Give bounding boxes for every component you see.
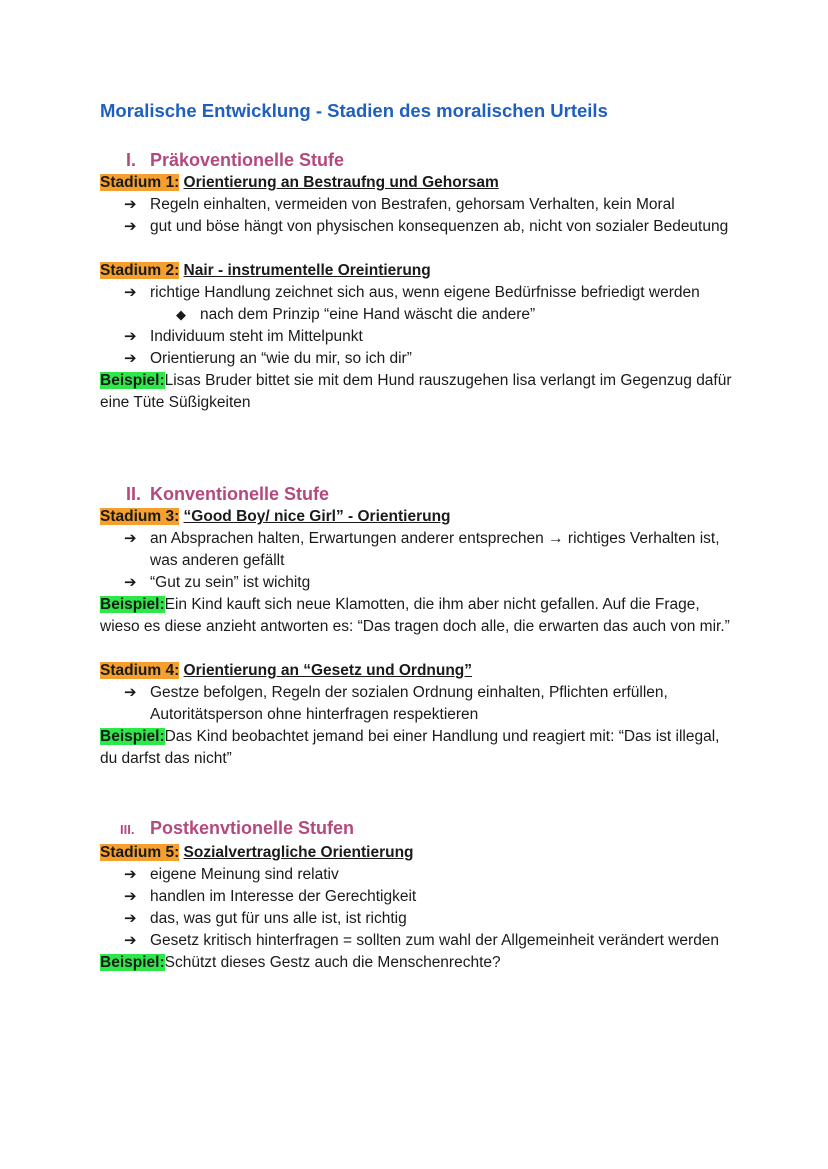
- stage-name: Nair - instrumentelle Oreintierung: [183, 262, 431, 279]
- document-title: Moralische Entwicklung - Stadien des moralischen Urteils: [100, 100, 608, 121]
- stage-heading-2: [100, 260, 740, 282]
- stage-heading-5: [100, 842, 740, 864]
- stage-label: Stadium 2:: [100, 262, 180, 279]
- list-item: ➔ Gestze befolgen, Regeln der sozialen Ordnung einhalten, Pflichten erfüllen, Autoritätsperson ohne hinterfragen respektieren: [100, 682, 740, 726]
- list-item: ➔ an Absprachen halten, Erwartungen anderer entsprechen → richtiges Verhalten ist, was anderen gefällt: [100, 528, 740, 572]
- arrow-icon: ➔: [124, 328, 137, 345]
- arrow-icon: ➔: [124, 866, 137, 883]
- example-paragraph: [100, 726, 740, 770]
- stage-heading-4: [100, 660, 740, 682]
- list-item: ➔ “Gut zu sein” ist wichitg: [100, 572, 740, 594]
- list-item: ➔ Gesetz kritisch hinterfragen = sollten zum wahl der Allgemeinheit verändert werden: [100, 930, 740, 952]
- arrow-icon: ➔: [124, 350, 137, 367]
- arrow-icon: ➔: [124, 910, 137, 927]
- stage-name: Orientierung an Bestraufng und Gehorsam: [183, 174, 499, 191]
- arrow-icon: ➔: [124, 574, 137, 591]
- example-label: Beispiel:: [100, 596, 165, 613]
- section-title: Präkoventionelle Stufe: [150, 150, 345, 170]
- stage-label: Stadium 3:: [100, 508, 180, 525]
- arrow-icon: ➔: [124, 530, 137, 547]
- section-heading-3: [100, 816, 740, 842]
- example-paragraph: [100, 952, 740, 974]
- example-text: Lisas Bruder bittet sie mit dem Hund rauszugehen lisa verlangt im Gegenzug dafür eine Tüte Süßigkeiten: [100, 372, 732, 411]
- stage-label: Stadium 4:: [100, 662, 180, 679]
- stage-heading-1: [100, 172, 740, 194]
- arrow-icon: ➔: [124, 218, 137, 235]
- section-number: III.: [120, 822, 135, 837]
- stage-name: Sozialvertragliche Orientierung: [183, 844, 414, 861]
- stage-heading-3: [100, 506, 740, 528]
- arrow-icon: ➔: [124, 888, 137, 905]
- example-paragraph: [100, 370, 740, 414]
- list-item: ➔ Regeln einhalten, vermeiden von Bestrafen, gehorsam Verhalten, kein Moral: [100, 194, 740, 216]
- example-paragraph: [100, 594, 740, 638]
- section-title: Postkenvtionelle Stufen: [150, 818, 355, 838]
- list-item: ➔ eigene Meinung sind relativ: [100, 864, 740, 886]
- arrow-icon: ➔: [124, 196, 137, 213]
- diamond-icon: ◆: [176, 307, 186, 322]
- arrow-icon: ➔: [124, 932, 137, 949]
- stage-name: Orientierung an “Gesetz und Ordnung”: [183, 662, 473, 679]
- example-text: Schützt dieses Gestz auch die Menschenrechte?: [164, 954, 501, 971]
- example-text: Ein Kind kauft sich neue Klamotten, die ihm aber nicht gefallen. Auf die Frage, wieso es diese anzieht antworten es: “Das tragen doch alle, die erwarten das auch von mir.”: [100, 596, 730, 635]
- stage-name: “Good Boy/ nice Girl” - Orientierung: [183, 508, 451, 525]
- section-number: II.: [126, 484, 142, 504]
- example-label: Beispiel:: [100, 954, 165, 971]
- list-item: ➔ richtige Handlung zeichnet sich aus, wenn eigene Bedürfnisse befriedigt werden: [100, 282, 740, 304]
- list-item: ➔ das, was gut für uns alle ist, ist richtig: [100, 908, 740, 930]
- document-body: [100, 98, 740, 974]
- example-text: Das Kind beobachtet jemand bei einer Handlung und reagiert mit: “Das ist illegal, du darfst das nicht”: [100, 728, 720, 767]
- section-number: I.: [126, 150, 137, 170]
- arrow-icon: ➔: [124, 684, 137, 701]
- section-heading-2: [100, 482, 740, 506]
- stage-label: Stadium 5:: [100, 844, 180, 861]
- sub-list-item: ◆ nach dem Prinzip “eine Hand wäscht die andere”: [100, 304, 740, 326]
- example-label: Beispiel:: [100, 372, 165, 389]
- section-title: Konventionelle Stufe: [150, 484, 330, 504]
- list-item: ➔ gut und böse hängt von physischen konsequenzen ab, nicht von sozialer Bedeutung: [100, 216, 740, 238]
- arrow-icon: ➔: [124, 284, 137, 301]
- section-heading-1: [100, 148, 740, 172]
- example-label: Beispiel:: [100, 728, 165, 745]
- list-item: ➔ Individuum steht im Mittelpunkt: [100, 326, 740, 348]
- list-item: ➔ Orientierung an “wie du mir, so ich dir”: [100, 348, 740, 370]
- list-item: ➔ handlen im Interesse der Gerechtigkeit: [100, 886, 740, 908]
- stage-label: Stadium 1:: [100, 174, 180, 191]
